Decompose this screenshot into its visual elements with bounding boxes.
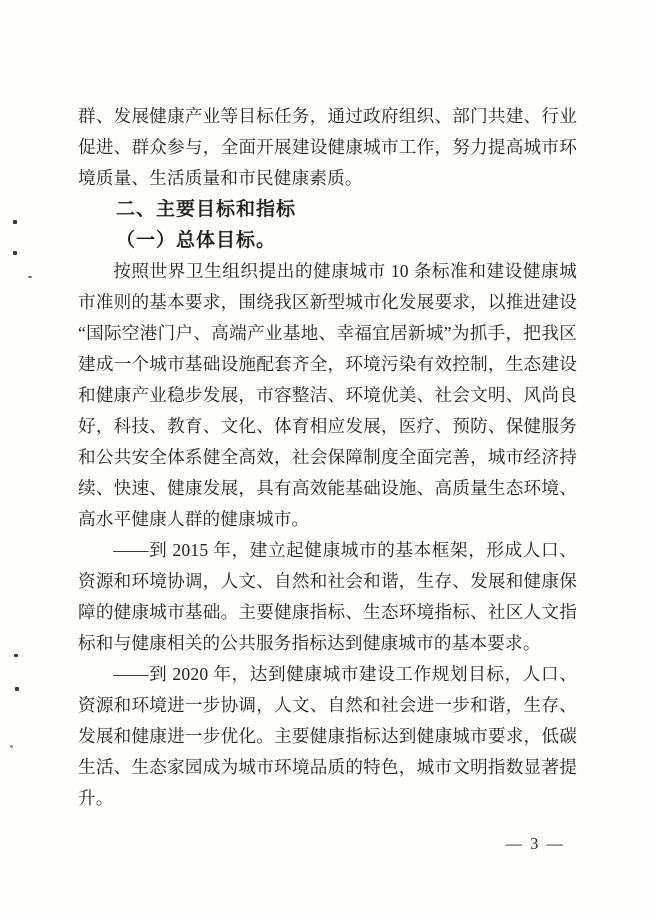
body-paragraph: ——到 2020 年，达到健康城市建设工作规划目标，人口、资源和环境进一步协调，人文、自然和社会进一步和谐，生存、发展和健康进一步优化。主要健康指标达到健康城市要求，低碳生活、生态家园成为城市环境品质的特色，城市文明指数显著提升。 — [78, 664, 577, 808]
section-heading: 二、主要目标和指标 — [116, 199, 297, 220]
page-number: — 3 — — [505, 834, 565, 853]
scan-speck — [13, 251, 17, 255]
text-block — [78, 101, 577, 814]
scan-speck — [13, 220, 17, 224]
scan-speck — [10, 745, 13, 748]
subsection-heading: （一）总体目标。 — [116, 230, 277, 251]
body-paragraph-continuation: 群、发展健康产业等目标任务，通过政府组织、部门共建、行业促进、群众参与，全面开展建设健康城市工作，努力提高城市环境质量、生活质量和市民健康素质。 — [78, 106, 577, 188]
scan-speck — [28, 276, 32, 278]
body-paragraph: 按照世界卫生组织提出的健康城市 10 条标准和建设健康城市准则的基本要求，围绕我区新型城市化发展要求，以推进建设“国际空港门户、高端产业基地、幸福宜居新城”为抓手，把我区建成一个城市基础设施配套齐全，环境污染有效控制，生态建设和健康产业稳步发展，市容整洁、环境优美、社会文明、风尚良好，科技、教育、文化、体育相应发展，医疗、预防、保健服务和公共安全体系健全高效，社会保障制度全面完善，城市经济持续、快速、健康发展，具有高效能基础设施、高质量生态环境、高水平健康人群的健康城市。 — [78, 261, 577, 529]
scan-speck — [15, 687, 19, 691]
scan-speck — [14, 654, 18, 657]
body-paragraph: ——到 2015 年，建立起健康城市的基本框架，形成人口、资源和环境协调，人文、自然和社会和谐，生存、发展和健康保障的健康城市基础。主要健康指标、生态环境指标、社区人文指标和与健康相关的公共服务指标达到健康城市的基本要求。 — [78, 540, 577, 653]
